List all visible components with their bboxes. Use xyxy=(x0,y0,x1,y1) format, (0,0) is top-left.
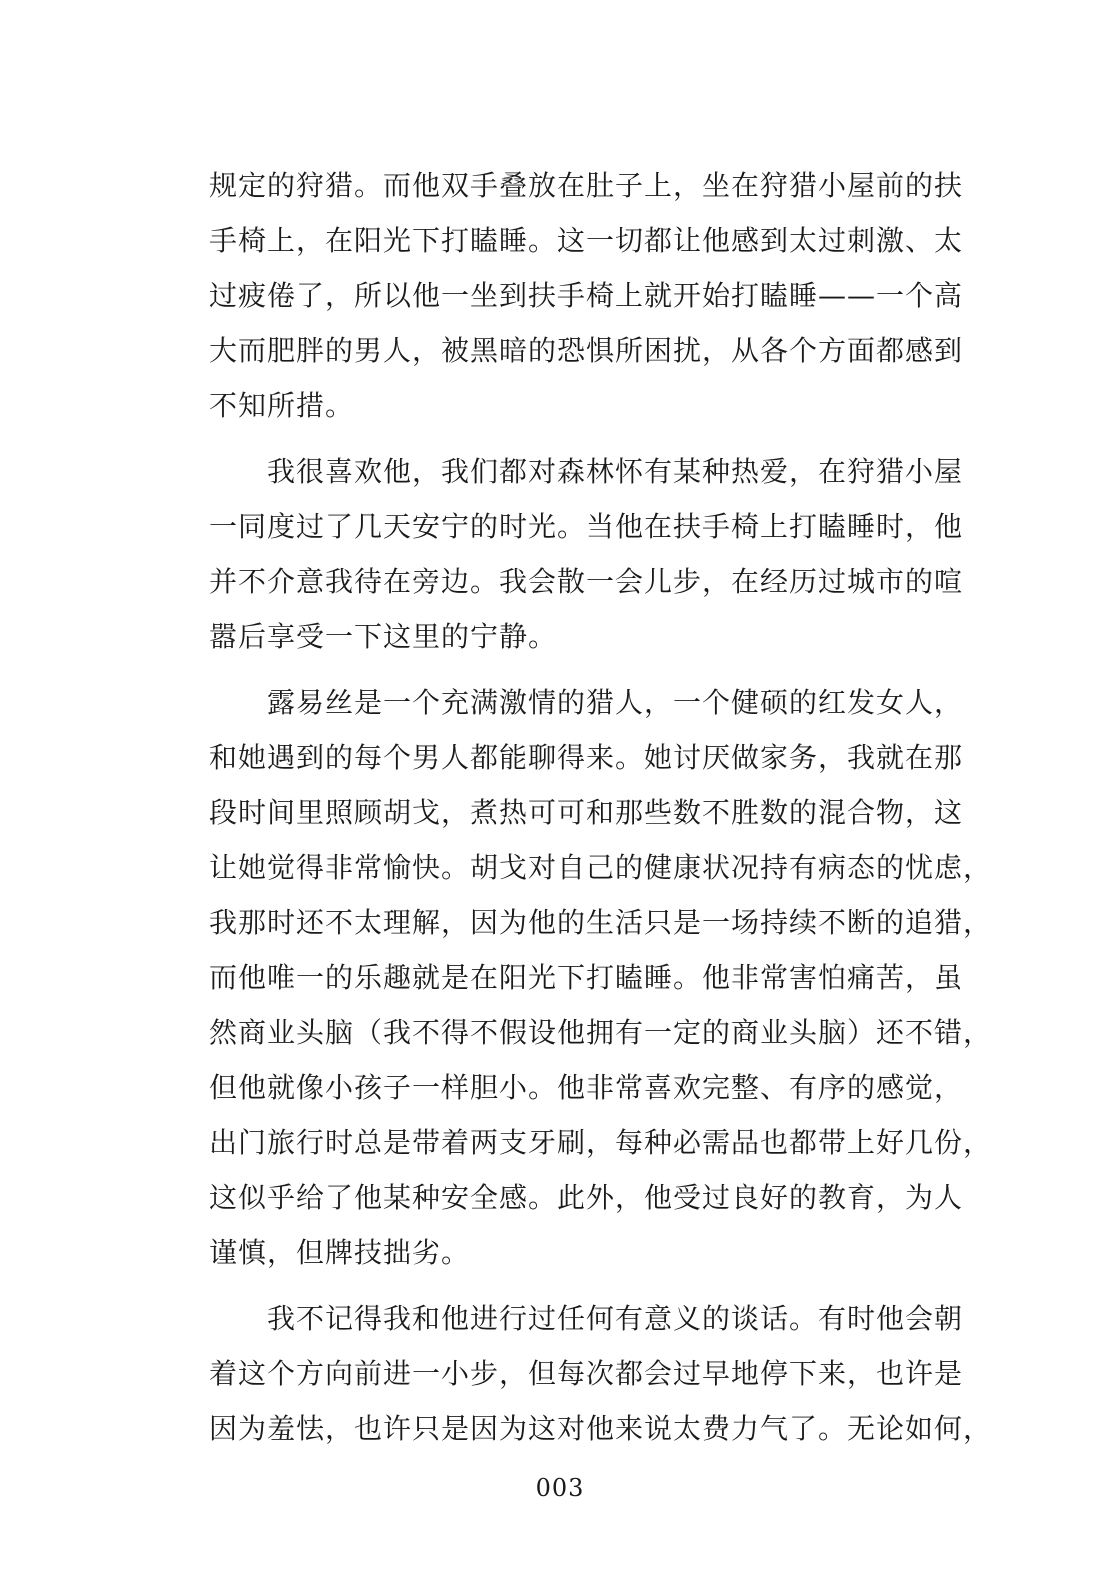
paragraph-3 xyxy=(209,675,993,1280)
text-line: 但他就像小孩子一样胆小。他非常喜欢完整、有序的感觉， xyxy=(209,1071,964,1104)
text-line: 出门旅行时总是带着两支牙刷，每种必需品也都带上好几份， xyxy=(209,1126,993,1159)
text-line: 我不记得我和他进行过任何有意义的谈话。有时他会朝 xyxy=(209,1302,964,1335)
text-line: 并不介意我待在旁边。我会散一会儿步，在经历过城市的喧 xyxy=(209,565,964,598)
text-line: 着这个方向前进一小步，但每次都会过早地停下来，也许是 xyxy=(209,1357,964,1390)
body-text xyxy=(209,158,993,1456)
text-line: 规定的狩猎。而他双手叠放在肚子上，坐在狩猎小屋前的扶 xyxy=(209,169,964,202)
text-line: 过疲倦了，所以他一坐到扶手椅上就开始打瞌睡——一个高 xyxy=(209,279,964,312)
text-line: 大而肥胖的男人，被黑暗的恐惧所困扰，从各个方面都感到 xyxy=(209,334,964,367)
text-line: 露易丝是一个充满激情的猎人，一个健硕的红发女人， xyxy=(209,686,964,719)
text-line: 让她觉得非常愉快。胡戈对自己的健康状况持有病态的忧虑， xyxy=(209,851,993,884)
paragraph-1 xyxy=(209,158,964,433)
text-line: 我那时还不太理解，因为他的生活只是一场持续不断的追猎， xyxy=(209,906,993,939)
text-line: 一同度过了几天安宁的时光。当他在扶手椅上打瞌睡时，他 xyxy=(209,510,964,543)
text-line: 而他唯一的乐趣就是在阳光下打瞌睡。他非常害怕痛苦，虽 xyxy=(209,961,964,994)
text-line: 然商业头脑（我不得不假设他拥有一定的商业头脑）还不错， xyxy=(209,1016,993,1049)
page-number: 003 xyxy=(535,1474,585,1502)
text-line: 手椅上，在阳光下打瞌睡。这一切都让他感到太过刺激、太 xyxy=(209,224,964,257)
text-line: 因为羞怯，也许只是因为这对他来说太费力气了。无论如何， xyxy=(209,1412,993,1445)
paragraph-4 xyxy=(209,1291,993,1456)
text-line: 这似乎给了他某种安全感。此外，他受过良好的教育，为人 xyxy=(209,1181,964,1214)
text-line: 和她遇到的每个男人都能聊得来。她讨厌做家务，我就在那 xyxy=(209,741,964,774)
text-line: 谨慎，但牌技拙劣。 xyxy=(209,1236,471,1269)
text-line: 段时间里照顾胡戈，煮热可可和那些数不胜数的混合物，这 xyxy=(209,796,964,829)
text-line: 我很喜欢他，我们都对森林怀有某种热爱，在狩猎小屋 xyxy=(209,455,964,488)
paragraph-2 xyxy=(209,444,964,664)
text-line: 嚣后享受一下这里的宁静。 xyxy=(209,620,558,653)
text-line: 不知所措。 xyxy=(209,389,355,422)
